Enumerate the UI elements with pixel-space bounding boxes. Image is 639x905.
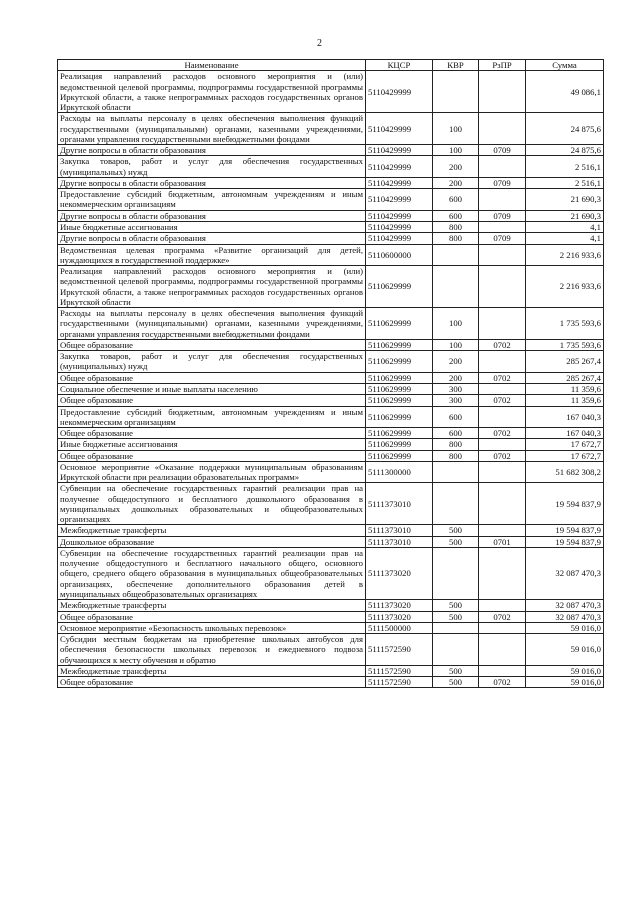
cell-sum: 2 216 933,6: [526, 244, 604, 266]
cell-kvr: [433, 461, 479, 483]
cell-rzpr: [479, 483, 526, 525]
cell-rzpr: 0702: [479, 677, 526, 688]
cell-name: Общее образование: [58, 339, 366, 350]
cell-rzpr: [479, 221, 526, 232]
cell-kvr: [433, 622, 479, 633]
cell-rzpr: [479, 113, 526, 145]
cell-rzpr: [479, 266, 526, 308]
table-row: [58, 233, 604, 244]
cell-rzpr: 0702: [479, 395, 526, 406]
table-row: [58, 395, 604, 406]
cell-kvr: 500: [433, 677, 479, 688]
cell-kvr: 100: [433, 145, 479, 156]
table-row: [58, 525, 604, 536]
table-row: [58, 308, 604, 340]
table-row: [58, 461, 604, 483]
cell-code: 5111300000: [366, 461, 433, 483]
cell-name: Другие вопросы в области образования: [58, 177, 366, 188]
cell-name: Общее образование: [58, 611, 366, 622]
table-row: [58, 600, 604, 611]
table-row: [58, 677, 604, 688]
cell-kvr: [433, 244, 479, 266]
cell-kvr: 600: [433, 428, 479, 439]
cell-sum: 2 516,1: [526, 156, 604, 178]
cell-sum: 285 267,4: [526, 351, 604, 373]
cell-kvr: 200: [433, 177, 479, 188]
cell-rzpr: 0702: [479, 450, 526, 461]
cell-kvr: [433, 71, 479, 113]
table-row: [58, 665, 604, 676]
cell-name: Общее образование: [58, 428, 366, 439]
cell-name: Реализация направлений расходов основного мероприятия и (или) ведомственной целевой программы, подпрограммы государственной программы Иркутской области, а также непрограммных расходов государственных органов Иркутской области: [58, 266, 366, 308]
table-row: [58, 244, 604, 266]
cell-name: Расходы на выплаты персоналу в целях обеспечения выполнения функций государственными (муниципальными) органами, казенными учреждениями, органами управления государственными внебюджетными фондами: [58, 113, 366, 145]
cell-rzpr: 0702: [479, 372, 526, 383]
table-row: [58, 189, 604, 211]
table-row: [58, 221, 604, 232]
cell-rzpr: [479, 156, 526, 178]
cell-rzpr: [479, 665, 526, 676]
table-row: [58, 351, 604, 373]
cell-name: Реализация направлений расходов основного мероприятия и (или) ведомственной целевой программы, подпрограммы государственной программы Иркутской области, а также непрограммных расходов государственных органов Иркутской области: [58, 71, 366, 113]
cell-sum: 59 016,0: [526, 665, 604, 676]
cell-kvr: 500: [433, 611, 479, 622]
cell-name: Социальное обеспечение и иные выплаты населению: [58, 383, 366, 394]
cell-sum: 24 875,6: [526, 113, 604, 145]
cell-sum: 17 672,7: [526, 439, 604, 450]
page-number: 2: [317, 38, 322, 49]
cell-kvr: 100: [433, 308, 479, 340]
cell-rzpr: [479, 71, 526, 113]
cell-sum: 4,1: [526, 221, 604, 232]
cell-kvr: 600: [433, 406, 479, 428]
cell-kvr: 800: [433, 221, 479, 232]
cell-name: Субсидии местным бюджетам на приобретение школьных автобусов для обеспечения безопасности школьных перевозок и ежедневного подвоза обучающихся к месту обучения и обратно: [58, 634, 366, 666]
cell-kvr: 600: [433, 210, 479, 221]
cell-rzpr: [479, 189, 526, 211]
cell-kvr: 500: [433, 600, 479, 611]
cell-code: 5110629999: [366, 406, 433, 428]
cell-code: 5110629999: [366, 308, 433, 340]
cell-code: 5111373020: [366, 547, 433, 599]
cell-code: 5110429999: [366, 189, 433, 211]
cell-rzpr: [479, 308, 526, 340]
cell-rzpr: 0709: [479, 145, 526, 156]
table-row: [58, 450, 604, 461]
cell-code: 5110429999: [366, 221, 433, 232]
table-row: [58, 536, 604, 547]
cell-sum: 59 016,0: [526, 677, 604, 688]
cell-kvr: 500: [433, 536, 479, 547]
cell-sum: 49 086,1: [526, 71, 604, 113]
cell-code: 5111572590: [366, 677, 433, 688]
cell-sum: 24 875,6: [526, 145, 604, 156]
cell-sum: 59 016,0: [526, 622, 604, 633]
table-row: [58, 266, 604, 308]
cell-sum: 17 672,7: [526, 450, 604, 461]
header-code: КЦСР: [366, 60, 433, 71]
cell-kvr: 300: [433, 383, 479, 394]
cell-name: Общее образование: [58, 450, 366, 461]
table-row: [58, 372, 604, 383]
cell-code: 5110429999: [366, 177, 433, 188]
cell-rzpr: [479, 600, 526, 611]
cell-name: Ведомственная целевая программа «Развитие организаций для детей, нуждающихся в государственной поддержке»: [58, 244, 366, 266]
cell-sum: 19 594 837,9: [526, 483, 604, 525]
cell-sum: 285 267,4: [526, 372, 604, 383]
cell-code: 5110429999: [366, 210, 433, 221]
table-row: [58, 428, 604, 439]
cell-sum: 167 040,3: [526, 406, 604, 428]
cell-name: Общее образование: [58, 395, 366, 406]
cell-name: Основное мероприятие «Оказание поддержки муниципальным образованиям Иркутской области при реализации образовательных программ»: [58, 461, 366, 483]
table-row: [58, 145, 604, 156]
header-rzpr: РзПР: [479, 60, 526, 71]
cell-kvr: 600: [433, 189, 479, 211]
cell-kvr: 100: [433, 339, 479, 350]
cell-name: Другие вопросы в области образования: [58, 233, 366, 244]
cell-name: Общее образование: [58, 372, 366, 383]
cell-sum: 32 087 470,3: [526, 547, 604, 599]
cell-rzpr: [479, 406, 526, 428]
cell-rzpr: 0702: [479, 339, 526, 350]
cell-rzpr: [479, 461, 526, 483]
table-row: [58, 71, 604, 113]
cell-sum: 4,1: [526, 233, 604, 244]
cell-name: Субвенции на обеспечение государственных гарантий реализации прав на получение общедоступного и бесплатного дошкольного образования в муниципальных дошкольных образовательных и общеобразовательных организациях: [58, 483, 366, 525]
table-row: [58, 113, 604, 145]
header-row: [58, 60, 604, 71]
table-row: [58, 210, 604, 221]
header-kvr: КВР: [433, 60, 479, 71]
cell-name: Межбюджетные трансферты: [58, 600, 366, 611]
cell-sum: 32 087 470,3: [526, 600, 604, 611]
cell-kvr: 500: [433, 665, 479, 676]
table-row: [58, 622, 604, 633]
cell-code: 5110429999: [366, 156, 433, 178]
table-row: [58, 406, 604, 428]
cell-code: 5111500000: [366, 622, 433, 633]
cell-kvr: 200: [433, 372, 479, 383]
cell-code: 5111373010: [366, 483, 433, 525]
cell-code: 5110429999: [366, 71, 433, 113]
cell-sum: 2 216 933,6: [526, 266, 604, 308]
cell-name: Закупка товаров, работ и услуг для обеспечения государственных (муниципальных) нужд: [58, 156, 366, 178]
cell-kvr: [433, 547, 479, 599]
cell-name: Расходы на выплаты персоналу в целях обеспечения выполнения функций государственными (муниципальными) органами, казенными учреждениями, органами управления государственными внебюджетными фондами: [58, 308, 366, 340]
cell-name: Иные бюджетные ассигнования: [58, 221, 366, 232]
header-name: Наименование: [58, 60, 366, 71]
cell-rzpr: [479, 547, 526, 599]
cell-rzpr: 0709: [479, 233, 526, 244]
cell-code: 5110629999: [366, 266, 433, 308]
cell-code: 5110629999: [366, 339, 433, 350]
cell-name: Общее образование: [58, 677, 366, 688]
cell-code: 5111572590: [366, 665, 433, 676]
cell-kvr: 100: [433, 113, 479, 145]
cell-code: 5110629999: [366, 351, 433, 373]
cell-sum: 1 735 593,6: [526, 308, 604, 340]
table-row: [58, 439, 604, 450]
cell-kvr: 800: [433, 450, 479, 461]
cell-name: Другие вопросы в области образования: [58, 145, 366, 156]
table-row: [58, 611, 604, 622]
cell-code: 5110629999: [366, 428, 433, 439]
cell-code: 5111373010: [366, 525, 433, 536]
cell-kvr: 800: [433, 233, 479, 244]
cell-name: Предоставление субсидий бюджетным, автономным учреждениям и иным некоммерческим организациям: [58, 406, 366, 428]
cell-code: 5111373010: [366, 536, 433, 547]
table-row: [58, 177, 604, 188]
cell-rzpr: 0702: [479, 428, 526, 439]
cell-name: Дошкольное образование: [58, 536, 366, 547]
cell-rzpr: 0701: [479, 536, 526, 547]
cell-name: Иные бюджетные ассигнования: [58, 439, 366, 450]
cell-sum: 1 735 593,6: [526, 339, 604, 350]
cell-name: Межбюджетные трансферты: [58, 525, 366, 536]
cell-name: Межбюджетные трансферты: [58, 665, 366, 676]
cell-rzpr: [479, 622, 526, 633]
cell-name: Субвенции на обеспечение государственных гарантий реализации прав на получение общедоступного и бесплатного начального общего, основного общего, среднего общего образования в муниципальных общеобразовательных организациях, обеспечение дополнительного образования детей в муниципальных общеобразовательных организациях: [58, 547, 366, 599]
cell-rzpr: 0709: [479, 177, 526, 188]
table-row: [58, 634, 604, 666]
cell-code: 5110629999: [366, 383, 433, 394]
cell-sum: 19 594 837,9: [526, 525, 604, 536]
table-row: [58, 339, 604, 350]
cell-sum: 32 087 470,3: [526, 611, 604, 622]
cell-sum: 19 594 837,9: [526, 536, 604, 547]
cell-rzpr: [479, 634, 526, 666]
cell-code: 5110629999: [366, 395, 433, 406]
cell-rzpr: 0702: [479, 611, 526, 622]
cell-sum: 11 359,6: [526, 395, 604, 406]
cell-sum: 2 516,1: [526, 177, 604, 188]
cell-rzpr: [479, 439, 526, 450]
cell-kvr: [433, 266, 479, 308]
table-row: [58, 383, 604, 394]
cell-kvr: [433, 634, 479, 666]
cell-rzpr: 0709: [479, 210, 526, 221]
table-row: [58, 483, 604, 525]
cell-rzpr: [479, 244, 526, 266]
cell-code: 5110429999: [366, 145, 433, 156]
table-row: [58, 547, 604, 599]
cell-rzpr: [479, 525, 526, 536]
cell-name: Другие вопросы в области образования: [58, 210, 366, 221]
header-sum: Сумма: [526, 60, 604, 71]
cell-rzpr: [479, 383, 526, 394]
cell-kvr: 200: [433, 156, 479, 178]
cell-kvr: 300: [433, 395, 479, 406]
cell-code: 5110429999: [366, 113, 433, 145]
cell-code: 5111373020: [366, 611, 433, 622]
cell-code: 5110629999: [366, 450, 433, 461]
cell-code: 5111572590: [366, 634, 433, 666]
cell-sum: 51 682 308,2: [526, 461, 604, 483]
cell-kvr: 800: [433, 439, 479, 450]
cell-name: Основное мероприятие «Безопасность школьных перевозок»: [58, 622, 366, 633]
cell-name: Предоставление субсидий бюджетным, автономным учреждениям и иным некоммерческим организациям: [58, 189, 366, 211]
cell-code: 5110629999: [366, 439, 433, 450]
cell-code: 5110429999: [366, 233, 433, 244]
cell-sum: 21 690,3: [526, 189, 604, 211]
cell-code: 5110600000: [366, 244, 433, 266]
cell-rzpr: [479, 351, 526, 373]
cell-sum: 167 040,3: [526, 428, 604, 439]
cell-name: Закупка товаров, работ и услуг для обеспечения государственных (муниципальных) нужд: [58, 351, 366, 373]
cell-kvr: 200: [433, 351, 479, 373]
table-row: [58, 156, 604, 178]
cell-sum: 11 359,6: [526, 383, 604, 394]
cell-kvr: [433, 483, 479, 525]
cell-sum: 59 016,0: [526, 634, 604, 666]
cell-code: 5111373020: [366, 600, 433, 611]
budget-table: [57, 59, 604, 688]
cell-kvr: 500: [433, 525, 479, 536]
cell-code: 5110629999: [366, 372, 433, 383]
cell-sum: 21 690,3: [526, 210, 604, 221]
